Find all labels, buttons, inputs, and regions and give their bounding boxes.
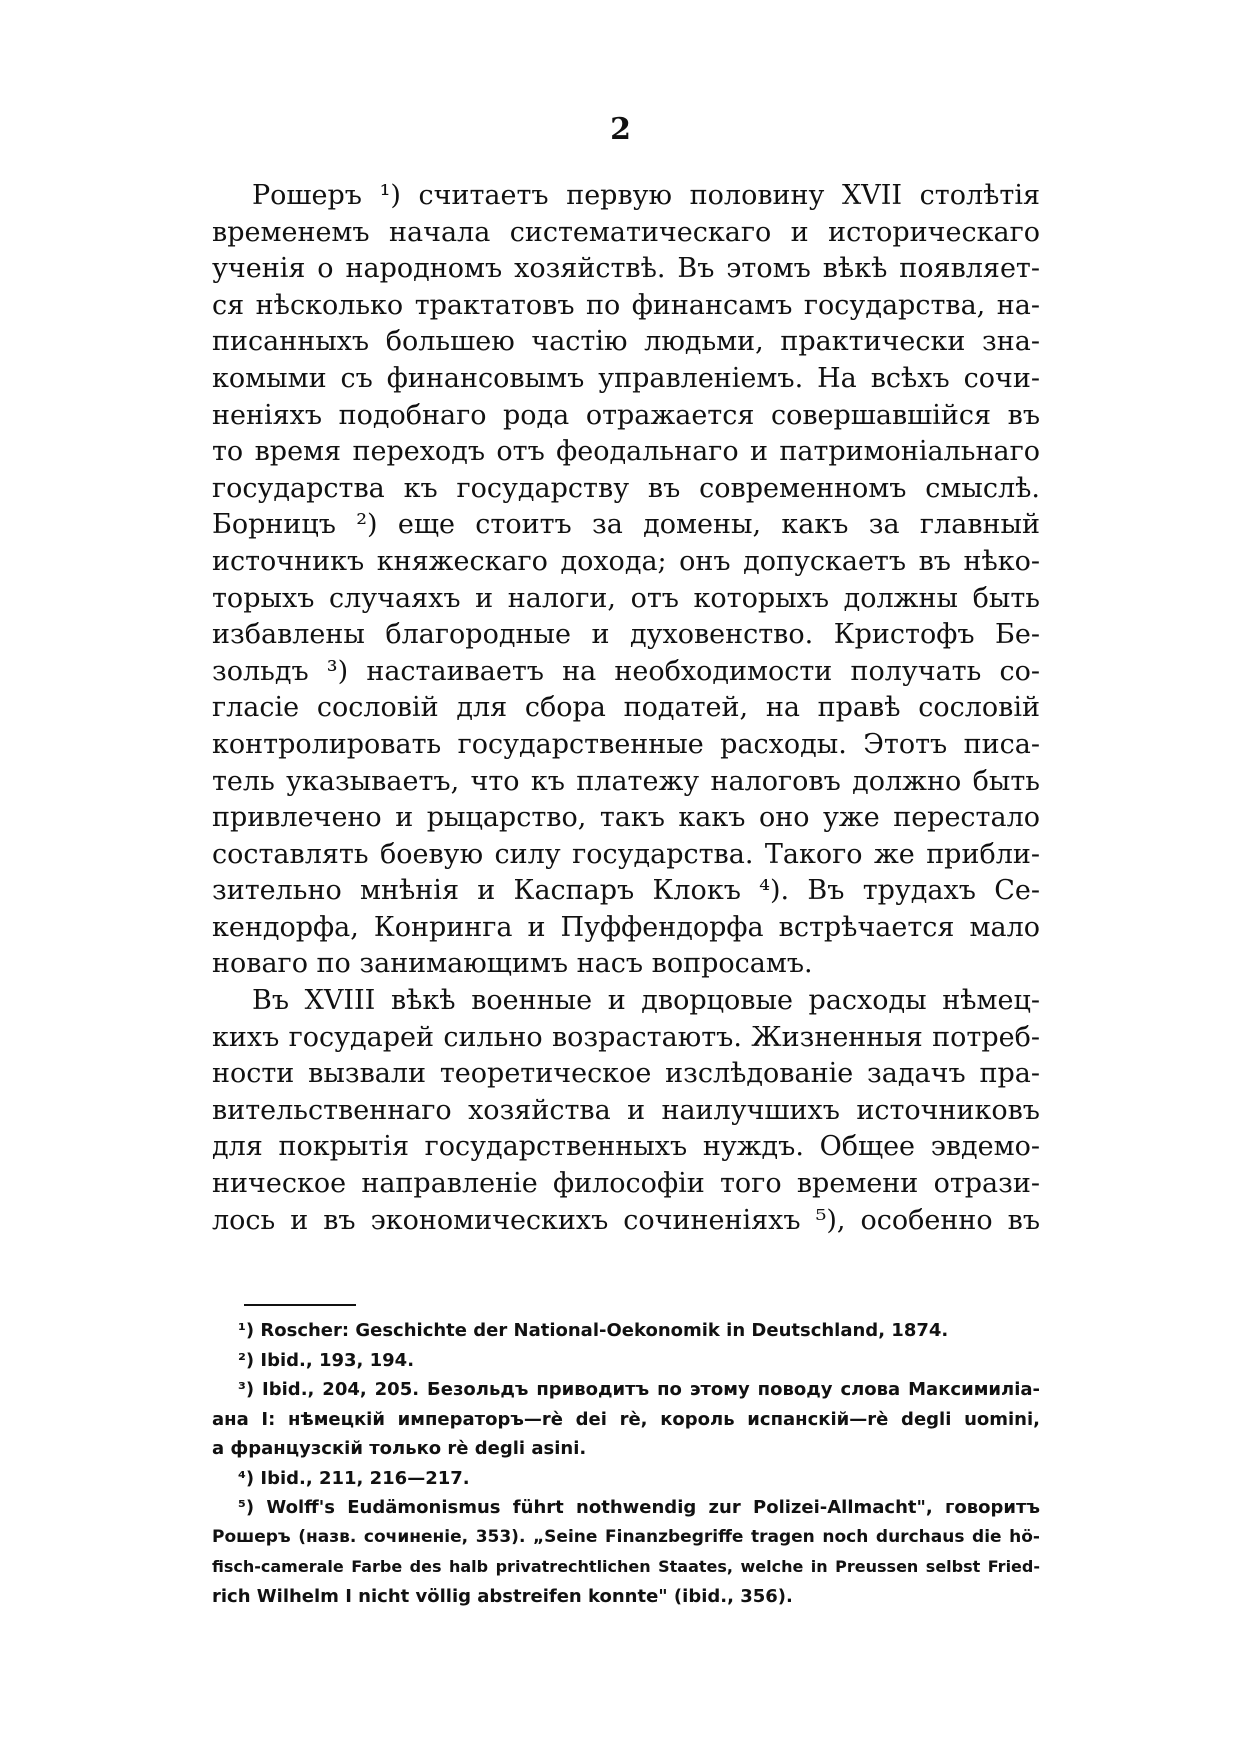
text-line: составлять боевую силу государства. Такого же прибли- [212, 838, 1040, 870]
text-line: ся нѣсколько трактатовъ по финансамъ государства, на- [212, 289, 1040, 321]
text-line: кихъ государей сильно возрастаютъ. Жизненныя потреб- [212, 1021, 1040, 1053]
footnote-line: ¹) Roscher: Geschichte der National-Oekonomik in Deutschland, 1874. [238, 1320, 949, 1341]
text-line: временемъ начала систематическаго и историческаго [212, 216, 1040, 248]
text-line: зольдъ ³) настаиваетъ на необходимости получать со- [212, 655, 1040, 687]
text-line: вительственнаго хозяйства и наилучшихъ источниковъ [212, 1094, 1040, 1126]
text-line: торыхъ случаяхъ и налоги, отъ которыхъ должны быть [212, 582, 1040, 614]
text-line: комыми съ финансовымъ управленіемъ. На всѣхъ сочи- [212, 362, 1040, 394]
text-line: неніяхъ подобнаго рода отражается совершавшійся въ [212, 399, 1040, 431]
footnote-line: а французскій только rè degli asini. [212, 1438, 587, 1459]
text-line: Борницъ ²) еще стоитъ за домены, какъ за главный [212, 509, 1040, 541]
text-line: привлечено и рыцарство, такъ какъ оно уже перестало [212, 802, 1040, 834]
text-line: ническое направленіе философіи того времени отрази- [212, 1168, 1040, 1200]
text-line: лось и въ экономическихъ сочиненіяхъ ⁵), особенно въ [212, 1204, 1040, 1236]
page-number: 2 [610, 112, 631, 147]
text-line: источникъ княжескаго дохода; онъ допускаетъ въ нѣко- [212, 545, 1040, 577]
text-line: новаго по занимающимъ насъ вопросамъ. [212, 948, 813, 980]
text-line: государства къ государству въ современномъ смыслѣ. [212, 472, 1040, 504]
text-line: избавлены благородные и духовенство. Кристофъ Бе- [212, 619, 1040, 651]
footnote-line: ³) Ibid., 204, 205. Безольдъ приводитъ по этому поводу слова Максимиліа- [238, 1379, 1040, 1400]
text-line: гласіе сословій для сбора податей, на правѣ сословій [212, 692, 1040, 724]
text-line: ности вызвали теоретическое изслѣдованіе задачъ пра- [212, 1058, 1040, 1090]
footnote-line: ⁵) Wolff's Eudämonismus führt nothwendig zur Polizei-Allmacht", говоритъ [238, 1497, 1040, 1518]
footnote-divider [244, 1304, 356, 1306]
footnote-line: fisch-camerale Farbe des halb privatrechtlichen Staates, welche in Preussen selbst Fried- [212, 1557, 1040, 1576]
text-line: Рошеръ ¹) считаетъ первую половину XVII столѣтія [252, 180, 1040, 211]
text-line: ученія о народномъ хозяйствѣ. Въ этомъ вѣкѣ появляет- [212, 253, 1040, 285]
text-line: кендорфа, Конринга и Пуффендорфа встрѣчается мало [212, 911, 1040, 943]
text-line: тель указываетъ, что къ платежу налоговъ должно быть [212, 765, 1040, 797]
text-line: писанныхъ большею частію людьми, практически зна- [212, 326, 1040, 358]
footnote-line: Рошеръ (назв. сочиненіе, 353). „Seine Finanzbegriffe tragen noch durchaus die hö- [212, 1526, 1040, 1547]
main-text [212, 178, 1040, 1239]
text-line: то время переходъ отъ феодальнаго и патримоніальнаго [212, 436, 1040, 468]
text-line: Въ XVIII вѣкѣ военные и дворцовые расходы нѣмец- [252, 985, 1040, 1017]
footnote-line: rich Wilhelm I nicht völlig abstreifen konnte" (ibid., 356). [212, 1585, 793, 1607]
text-line: зительно мнѣнія и Каспаръ Клокъ ⁴). Въ трудахъ Се- [212, 875, 1040, 907]
text-line: контролировать государственные расходы. Этотъ писа- [212, 728, 1040, 760]
footnote-line: ²) Ibid., 193, 194. [238, 1349, 415, 1371]
footnote-line: ⁴) Ibid., 211, 216—217. [238, 1467, 470, 1489]
footnote-line: ана I: нѣмецкій императоръ—rè dei rè, король испанскій—rè degli uomini, [212, 1408, 1040, 1430]
footnotes [212, 1316, 1040, 1611]
text-line: для покрытія государственныхъ нуждъ. Общее эвдемо- [212, 1131, 1040, 1163]
